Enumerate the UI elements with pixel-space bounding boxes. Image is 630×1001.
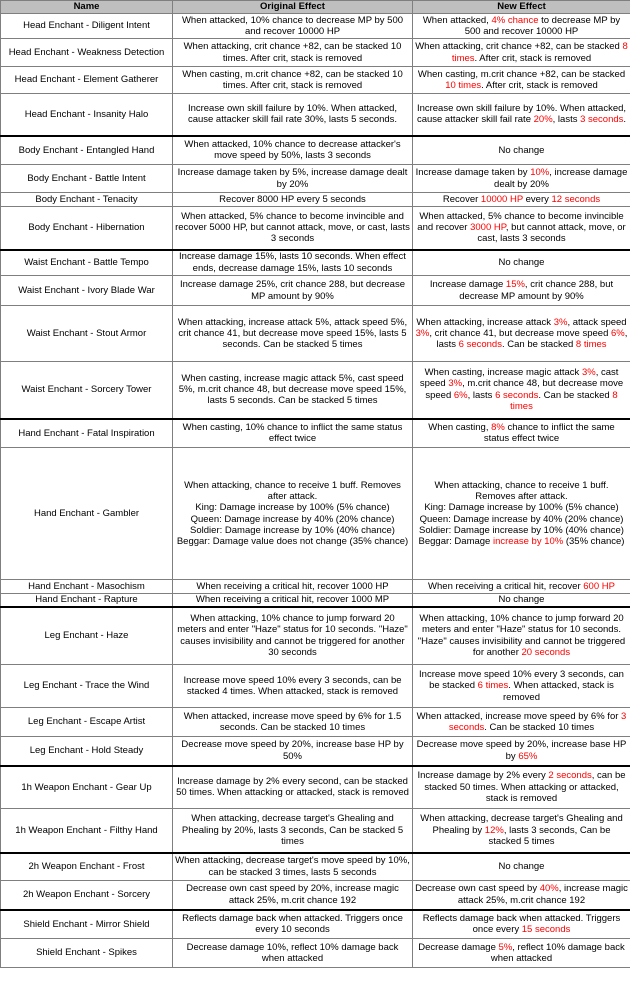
- effect-text: When attacked,: [422, 14, 492, 26]
- enchant-name-cell: Leg Enchant - Trace the Wind: [1, 665, 173, 708]
- table-row: [1, 448, 630, 580]
- enchant-name-cell: Waist Enchant - Stout Armor: [1, 306, 173, 362]
- original-effect-cell: [173, 193, 413, 207]
- effect-text: King: Damage increase by 100% (5% chance): [424, 502, 619, 514]
- changed-value-text: 3%: [553, 316, 568, 328]
- effect-text: Beggar: Damage value does not change (35% chance): [176, 536, 409, 548]
- changed-value-text: 3 seconds: [448, 710, 627, 733]
- new-effect-cell: [413, 607, 630, 665]
- original-effect-cell: [173, 276, 413, 306]
- effect-text: King: Damage increase by 100% (5% chance): [195, 502, 390, 514]
- changed-value-text: 8 times: [510, 389, 618, 413]
- effect-text: Queen: Damage increase by 40% (20% chance): [419, 513, 624, 525]
- enchant-name-cell: Body Enchant - Tenacity: [1, 193, 173, 207]
- changed-value-text: 8 times: [451, 41, 628, 64]
- effect-text: Reflects damage back when attacked. Triggers once every 10 seconds: [182, 912, 403, 936]
- enchant-name-cell: Waist Enchant - Sorcery Tower: [1, 362, 173, 419]
- new-effect-cell: [413, 580, 630, 594]
- table-row: [1, 737, 630, 766]
- new-effect-cell: [413, 362, 630, 419]
- changed-value-text: 8 times: [575, 339, 607, 351]
- enchant-name-cell: Hand Enchant - Fatal Inspiration: [1, 419, 173, 448]
- effect-text: . Can be stacked: [501, 339, 576, 351]
- enchant-name-cell: Hand Enchant - Masochism: [1, 580, 173, 594]
- changed-value-text: 20%: [533, 114, 553, 126]
- new-effect-cell: [413, 14, 630, 39]
- original-effect-cell: [173, 580, 413, 594]
- original-effect-cell: [173, 165, 413, 193]
- new-effect-cell: [413, 939, 630, 968]
- effect-text: chance to inflict the same status effect twice: [483, 421, 615, 445]
- table-row: [1, 665, 630, 708]
- new-effect-cell: [413, 207, 630, 250]
- effect-text: When attacking, 10% chance to jump forward 20 meters and enter "Haze" status for 10 seconds. "Haze" causes invisibility and cannot be triggered for another 30 seconds: [177, 613, 408, 659]
- effect-text: When attacked, 10% chance to decrease attacker's move speed by 50%, lasts 3 seconds: [184, 138, 401, 162]
- effect-text: When attacked, increase move speed by 6% for: [416, 710, 622, 722]
- original-effect-cell: [173, 737, 413, 766]
- changed-value-text: 3%: [448, 378, 463, 390]
- table-row: [1, 94, 630, 136]
- original-effect-cell: [173, 67, 413, 94]
- effect-text: When attacking, decrease target's move speed by 10%, can be stacked 3 times, lasts 5 seconds: [175, 855, 410, 878]
- table-row: [1, 39, 630, 67]
- new-effect-cell: [413, 306, 630, 362]
- table-body: [1, 14, 630, 968]
- effect-text: , crit chance 288, but decrease MP amount by 90%: [459, 279, 614, 302]
- header-row: [1, 1, 630, 14]
- changed-value-text: 600 HP: [583, 580, 615, 592]
- effect-text: Queen: Damage increase by 40% (20% chance): [190, 513, 395, 525]
- changed-value-text: 65%: [518, 750, 538, 762]
- new-effect-cell: [413, 165, 630, 193]
- enchant-name-cell: Head Enchant - Diligent Intent: [1, 14, 173, 39]
- table-row: [1, 250, 630, 276]
- original-effect-cell: [173, 766, 413, 809]
- effect-text: Recover 8000 HP every 5 seconds: [219, 193, 366, 205]
- changed-value-text: 10 times: [445, 80, 482, 91]
- effect-text: When attacked, 10% chance to decrease MP by 500 and recover 10000 HP: [181, 14, 404, 37]
- changed-value-text: 6 seconds: [495, 389, 539, 401]
- effect-text: When attacked, 5% chance to become invincible and recover: [417, 210, 624, 234]
- effect-text: When attacking, crit chance +82, can be stacked: [415, 41, 623, 53]
- enchant-name-cell: Leg Enchant - Haze: [1, 607, 173, 665]
- new-effect-cell: [413, 881, 630, 910]
- effect-text: Beggar: Damage: [418, 536, 493, 548]
- enchant-name-cell: Waist Enchant - Battle Tempo: [1, 250, 173, 276]
- table-row: [1, 708, 630, 737]
- enchant-name-cell: Leg Enchant - Escape Artist: [1, 708, 173, 737]
- new-effect-cell: [413, 766, 630, 809]
- new-effect-cell: [413, 737, 630, 766]
- original-effect-cell: [173, 607, 413, 665]
- changed-value-text: 2 seconds: [548, 770, 592, 782]
- effect-text: , lasts: [436, 327, 628, 351]
- column-header-name: Name: [1, 1, 173, 14]
- original-effect-cell: [173, 419, 413, 448]
- original-effect-cell: [173, 14, 413, 39]
- table-row: [1, 853, 630, 881]
- table-row: [1, 306, 630, 362]
- effect-text: When casting,: [428, 421, 492, 433]
- enchant-name-cell: Body Enchant - Hibernation: [1, 207, 173, 250]
- new-effect-cell: [413, 708, 630, 737]
- effect-text: When attacking, chance to receive 1 buff. Removes after attack.: [434, 479, 609, 502]
- effect-text: , lasts: [467, 389, 496, 401]
- effect-text: , lasts 3 seconds, Can be stacked 5 times: [488, 824, 611, 847]
- effect-text: When casting, m.crit chance +82, can be stacked 10 times. After crit, stack is removed: [182, 68, 403, 91]
- original-effect-cell: [173, 250, 413, 276]
- table-row: [1, 580, 630, 594]
- effect-text: , attack speed: [567, 316, 627, 328]
- effect-text: , lasts: [552, 114, 581, 126]
- effect-text: When casting, m.crit chance +82, can be stacked: [417, 68, 626, 80]
- effect-text: Increase damage by 2% every: [417, 770, 549, 782]
- original-effect-cell: [173, 94, 413, 136]
- changed-value-text: 3%: [581, 367, 596, 379]
- effect-text: No change: [498, 257, 545, 269]
- changed-value-text: 8%: [491, 421, 505, 433]
- effect-text: Decrease move speed by 20%, increase base HP by 50%: [181, 739, 404, 762]
- effect-text: No change: [498, 594, 545, 606]
- changed-value-text: 15%: [505, 279, 525, 291]
- enchant-name-cell: Shield Enchant - Mirror Shield: [1, 910, 173, 939]
- effect-text: . Can be stacked 10 times: [484, 722, 595, 733]
- table-row: [1, 594, 630, 607]
- new-effect-cell: [413, 136, 630, 165]
- original-effect-cell: [173, 594, 413, 607]
- effect-text: . After crit, stack is removed: [474, 52, 592, 64]
- effect-text: When receiving a critical hit, recover: [428, 580, 584, 592]
- enchant-name-cell: Body Enchant - Entangled Hand: [1, 136, 173, 165]
- changed-value-text: 3000 HP: [470, 222, 506, 234]
- table-row: [1, 607, 630, 665]
- new-effect-cell: [413, 665, 630, 708]
- original-effect-cell: [173, 136, 413, 165]
- effect-text: Recover: [442, 193, 481, 205]
- table-row: [1, 939, 630, 968]
- effect-text: Soldier: Damage increase by 10% (40% chance): [419, 524, 624, 536]
- new-effect-cell: [413, 448, 630, 580]
- changed-value-text: 5%: [498, 941, 513, 953]
- original-effect-cell: [173, 881, 413, 910]
- enchant-name-cell: 2h Weapon Enchant - Frost: [1, 853, 173, 881]
- new-effect-cell: [413, 809, 630, 853]
- original-effect-cell: [173, 665, 413, 708]
- original-effect-cell: [173, 853, 413, 881]
- effect-text: (35% chance): [563, 536, 625, 548]
- changed-value-text: 6%: [611, 327, 625, 339]
- new-effect-cell: [413, 193, 630, 207]
- table-row: [1, 881, 630, 910]
- new-effect-cell: [413, 94, 630, 136]
- original-effect-cell: [173, 939, 413, 968]
- effect-text: Soldier: Damage increase by 10% (40% chance): [190, 524, 395, 536]
- effect-text: Decrease own cast speed by: [415, 883, 540, 895]
- effect-text: When attacked, 5% chance to become invincible and recover 5000 HP, but cannot attack, move, or cast, lasts 3 seconds: [175, 210, 410, 245]
- changed-value-text: 12%: [484, 824, 504, 836]
- table-row: [1, 207, 630, 250]
- effect-text: Increase damage by 2% every second, can be stacked 50 times. When attacking or attacked, stack is removed: [176, 775, 409, 799]
- new-effect-cell: [413, 853, 630, 881]
- effect-text: . When attacked, stack is removed: [503, 680, 614, 703]
- effect-text: When attacked, increase move speed by 6% for 1.5 seconds. Can be stacked 10 times: [183, 710, 402, 733]
- original-effect-cell: [173, 448, 413, 580]
- effect-text: Increase move speed 10% every 3 seconds, can be stacked: [419, 669, 624, 692]
- enchant-name-cell: 1h Weapon Enchant - Filthy Hand: [1, 809, 173, 853]
- effect-text: , m.crit chance 48, but decrease move speed: [425, 378, 624, 401]
- table-row: [1, 766, 630, 809]
- effect-text: Increase damage 25%, crit chance 288, but decrease MP amount by 90%: [180, 279, 405, 302]
- table-row: [1, 136, 630, 165]
- changed-value-text: 10000 HP: [480, 193, 523, 205]
- effect-text: , increase magic attack 25%, m.crit chance 192: [457, 883, 628, 906]
- effect-text: Decrease damage: [418, 941, 499, 953]
- effect-text: Increase move speed 10% every 3 seconds, can be stacked 4 times. When attacked, stack is removed: [183, 674, 402, 697]
- new-effect-cell: [413, 39, 630, 67]
- table-row: [1, 276, 630, 306]
- changed-value-text: increase by 10%: [492, 536, 564, 548]
- changed-value-text: 6 times: [477, 680, 509, 692]
- enchant-name-cell: Hand Enchant - Gambler: [1, 448, 173, 580]
- original-effect-cell: [173, 910, 413, 939]
- effect-text: No change: [498, 144, 545, 156]
- changed-value-text: 12 seconds: [551, 193, 601, 205]
- effect-text: every: [523, 193, 552, 205]
- enchant-name-cell: 1h Weapon Enchant - Gear Up: [1, 766, 173, 809]
- effect-text: Increase damage taken by 5%, increase damage dealt by 20%: [177, 167, 408, 190]
- new-effect-cell: [413, 276, 630, 306]
- effect-text: When receiving a critical hit, recover 1000 MP: [195, 594, 390, 606]
- new-effect-cell: [413, 419, 630, 448]
- changed-value-text: 4% chance: [491, 14, 539, 26]
- enchant-name-cell: Head Enchant - Weakness Detection: [1, 39, 173, 67]
- original-effect-cell: [173, 306, 413, 362]
- original-effect-cell: [173, 39, 413, 67]
- effect-text: to decrease MP by 500 and recover 10000 HP: [464, 14, 621, 37]
- enchant-name-cell: Hand Enchant - Rapture: [1, 594, 173, 607]
- effect-text: Increase own skill failure by 10%. When attacked, cause attacker skill fail rate 30%, lasts 5 seconds.: [187, 102, 398, 126]
- effect-text: Increase damage: [429, 279, 506, 291]
- new-effect-cell: [413, 910, 630, 939]
- effect-text: Increase own skill failure by 10%. When attacked, cause attacker skill fail rate: [416, 102, 627, 126]
- changed-value-text: 3 seconds: [580, 114, 624, 126]
- effect-text: Decrease damage 10%, reflect 10% damage back when attacked: [186, 941, 399, 964]
- effect-text: , increase damage dealt by 20%: [494, 167, 628, 190]
- effect-text: When receiving a critical hit, recover 1000 HP: [196, 580, 389, 592]
- effect-text: When attacking, increase attack: [416, 316, 554, 328]
- enchant-name-cell: 2h Weapon Enchant - Sorcery: [1, 881, 173, 910]
- table-row: [1, 419, 630, 448]
- effect-text: Increase damage taken by: [415, 167, 531, 179]
- original-effect-cell: [173, 207, 413, 250]
- effect-text: When attacking, decrease target's Ghealing and Phealing by 20%, lasts 3 seconds, Can be stacked 5 times: [181, 813, 404, 847]
- table-row: [1, 193, 630, 207]
- effect-text: When casting, increase magic attack: [424, 367, 582, 379]
- effect-text: . After crit, stack is removed: [481, 80, 598, 91]
- effect-text: When attacking, crit chance +82, can be stacked 10 times. After crit, stack is removed: [183, 41, 402, 64]
- effect-text: When casting, 10% chance to inflict the same status effect twice: [182, 421, 403, 445]
- effect-text: Increase damage 15%, lasts 10 seconds. When effect ends, decrease damage 15%, lasts 10 seconds: [179, 251, 406, 274]
- effect-text: , reflect 10% damage back when attacked: [490, 941, 625, 964]
- changed-value-text: 6 seconds: [458, 339, 502, 351]
- original-effect-cell: [173, 708, 413, 737]
- effect-text: When attacking, chance to receive 1 buff. Removes after attack.: [184, 479, 401, 502]
- effect-text: .: [623, 114, 627, 126]
- table-row: [1, 809, 630, 853]
- enchant-name-cell: Head Enchant - Insanity Halo: [1, 94, 173, 136]
- effect-text: , can be stacked 50 times. When attacking or attacked, stack is removed: [424, 770, 626, 804]
- changed-value-text: 6%: [453, 389, 468, 401]
- effect-text: When casting, increase magic attack 5%, cast speed 5%, m.crit chance 48, but decrease move speed 15%, lasts 5 seconds. Can be stacked 5 times: [178, 372, 407, 407]
- column-header-original-effect: Original Effect: [173, 1, 413, 14]
- table-row: [1, 14, 630, 39]
- table-row: [1, 67, 630, 94]
- original-effect-cell: [173, 809, 413, 853]
- changed-value-text: 40%: [539, 883, 559, 895]
- effect-text: When attacking, decrease target's Ghealing and Phealing by: [420, 813, 623, 836]
- effect-text: When attacking, increase attack 5%, attack speed 5%, crit chance 41, but decrease move speed 15%, lasts 5 seconds. Can be stacked 5 times: [177, 316, 408, 351]
- original-effect-cell: [173, 362, 413, 419]
- effect-text: When attacking, 10% chance to jump forward 20 meters and enter "Haze" status for 10 seconds. "Haze" causes invisibility and cannot be triggered for another: [417, 613, 626, 659]
- enchant-name-cell: Shield Enchant - Spikes: [1, 939, 173, 968]
- enchant-name-cell: Waist Enchant - Ivory Blade War: [1, 276, 173, 306]
- changed-value-text: 3%: [415, 327, 430, 339]
- effect-text: Decrease own cast speed by 20%, increase magic attack 25%, m.crit chance 192: [186, 883, 399, 906]
- new-effect-cell: [413, 594, 630, 607]
- changed-value-text: 20 seconds: [521, 647, 571, 659]
- effect-text: Reflects damage back when attacked. Triggers once every: [422, 912, 621, 936]
- column-header-new-effect: New Effect: [413, 1, 630, 14]
- effect-text: No change: [498, 861, 545, 873]
- effect-text: , but cannot attack, move, or cast, lasts 3 seconds: [477, 222, 626, 245]
- table-row: [1, 910, 630, 939]
- table-row: [1, 362, 630, 419]
- new-effect-cell: [413, 67, 630, 94]
- enchant-name-cell: Body Enchant - Battle Intent: [1, 165, 173, 193]
- enchant-name-cell: Head Enchant - Element Gatherer: [1, 67, 173, 94]
- table-row: [1, 165, 630, 193]
- effect-text: , crit chance 41, but decrease move speed: [429, 327, 612, 339]
- effect-text: Decrease move speed by 20%, increase base HP by: [416, 739, 627, 762]
- new-effect-cell: [413, 250, 630, 276]
- enchant-name-cell: Leg Enchant - Hold Steady: [1, 737, 173, 766]
- effect-text: , cast speed: [419, 367, 619, 390]
- changed-value-text: 10%: [530, 167, 550, 179]
- changed-value-text: 15 seconds: [521, 924, 571, 936]
- effect-text: . Can be stacked: [538, 389, 613, 401]
